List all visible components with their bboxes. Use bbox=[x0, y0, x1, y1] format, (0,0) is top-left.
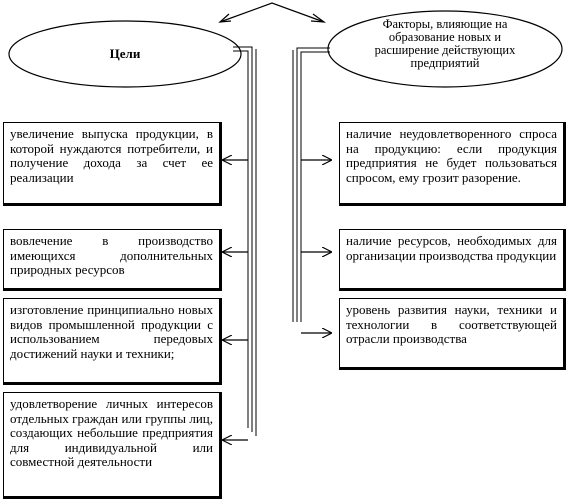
goals-title: Цели bbox=[109, 46, 141, 61]
goal-text-4: удовлетворение личных интересов отдельных граждан или группы лиц, создающих небольшие предприятия для индивидуальной или совместной деятельности bbox=[10, 396, 213, 470]
factor-text-1: наличие неудовлетворенного спроса на продукцию: если продукция предприятия не будет пользоваться спросом, ему грозит разорение. bbox=[346, 126, 557, 185]
left-trunk bbox=[233, 47, 256, 436]
goal-box-1 bbox=[3, 122, 222, 206]
factors-oval bbox=[327, 10, 563, 88]
right-arrows bbox=[301, 160, 331, 333]
factor-text-3: уровень развития науки, техники и технологии в соответствующей отрасли производства bbox=[346, 302, 557, 347]
left-arrows bbox=[223, 160, 248, 440]
goal-text-3: изготовление принципиально новых видов промышленной продукции с использованием передовых достижений науки и техники; bbox=[10, 302, 213, 361]
goal-text-2: вовлечение в производство имеющихся дополнительных природных ресурсов bbox=[10, 233, 213, 278]
top-connector bbox=[220, 3, 324, 22]
goal-box-3 bbox=[3, 298, 222, 385]
factor-box-3 bbox=[339, 298, 566, 370]
factor-text-2: наличие ресурсов, необходимых для организации производства продукции bbox=[346, 233, 557, 263]
goal-box-2 bbox=[3, 229, 222, 291]
factor-box-1 bbox=[339, 122, 566, 206]
goal-text-1: увеличение выпуска продукции, в которой нуждаются потребители, и получение дохода за счет ее реализации bbox=[10, 126, 213, 185]
goals-oval bbox=[8, 21, 242, 87]
factors-title: Факторы, влияющие на образование новых и расширение действующих предприятий bbox=[374, 17, 516, 71]
right-trunk bbox=[293, 48, 330, 322]
factor-box-2 bbox=[339, 229, 566, 291]
goal-box-4 bbox=[3, 392, 222, 499]
